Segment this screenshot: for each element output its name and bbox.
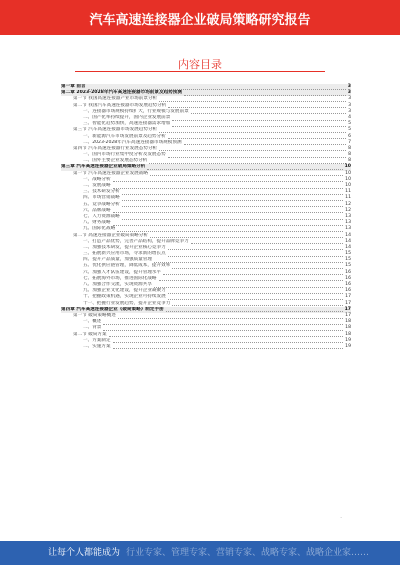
toc-entry-page: 3 [347, 90, 351, 96]
toc-entry-page: 8 [348, 158, 351, 164]
toc-entry-page: 14 [345, 232, 351, 238]
toc-entry-label: 二、发展战略 [83, 183, 111, 188]
toc-entry-page: 10 [345, 176, 351, 182]
toc-entry-label: 十一、把握行业发展趋势，提升企业竞争力 [83, 300, 171, 306]
toc-entry-label: 第二节 破局方案 [73, 331, 107, 337]
toc-entry-label: 八、加强合作交流，实现资源共享 [83, 282, 152, 287]
footer-expert-list: 行业专家、管理专家、营销专家、战略专家、战略企业家…… [126, 548, 370, 558]
toc-entry-label: 六、加强人才队伍建设，提升管理水平 [83, 269, 162, 275]
toc-entry-page: 6 [348, 133, 351, 139]
toc-entry-label: 八、财务战略 [83, 220, 111, 226]
toc-entry-label: 二、2023-2028年汽车高速连接器市场规模预测 [83, 139, 182, 145]
toc-entry-label: 第一节 我国高速连接器产业市场前景分析 [73, 96, 158, 102]
toc-entry-label: 二、加强技术研发，提升企业核心竞争力 [83, 244, 166, 250]
toc-entry-page: 16 [345, 269, 351, 275]
toc-entry-label: 二、实施方案 [83, 343, 111, 349]
toc-entry-page: 16 [345, 288, 351, 294]
toc-entry-label: 一、打造产品优势，完善产品结构，提升品牌竞争力 [83, 238, 189, 244]
toc-entry-label: 四、提升产品质量，加强质量管理 [83, 257, 152, 263]
toc-entry-page: 17 [344, 306, 351, 312]
toc-entry-label: 第三章 汽车高速连接器企业破局策略分析 [61, 164, 146, 170]
toc-entry-label: 十、把握政策机遇，实现企业可持续发展 [83, 294, 166, 300]
toc-entry-page: 4 [348, 114, 351, 120]
toc-entry-label: 第二节 我国汽车高速连接器市场发展趋势分析 [73, 102, 167, 108]
toc-entry-label: 二、背景 [83, 325, 102, 331]
toc-entry-page: 19 [345, 337, 351, 343]
toc-entry[interactable] [61, 344, 351, 350]
toc-entry-label: 二、国产化率持续提升，国内企业发展前景 [83, 114, 171, 120]
toc-entry-page: 19 [345, 343, 351, 349]
toc-entry-label: 七、人力资源战略 [83, 213, 120, 219]
toc-entry-page: 18 [345, 331, 351, 337]
toc-entry-label: 五、优化供应链管理，降低成本，提升效率 [83, 263, 171, 269]
toc-entry-label: 一、概述 [83, 319, 102, 325]
toc-entry-page: 15 [345, 263, 351, 269]
toc-entry-page: 16 [345, 282, 351, 287]
toc-entry-label: 四、市场营销战略 [83, 195, 120, 201]
toc-heading-divider [75, 71, 325, 72]
toc-entry-label: 五、竞争战略分析 [83, 201, 120, 207]
toc-entry-page: 16 [345, 275, 351, 281]
toc-entry-page: 12 [345, 201, 351, 207]
toc-entry-label: 第一节 汽车高速连接器企业发展战略 [73, 170, 148, 176]
toc-entry-label: 一、方案制定 [83, 337, 111, 343]
toc-leader-dots [113, 348, 343, 349]
toc-entry-page: 3 [348, 108, 351, 114]
toc-entry-label: 二、国外主要企业发展态势分析 [83, 158, 148, 164]
toc-entry-page: 14 [345, 238, 351, 244]
toc-entry-page: 11 [345, 189, 351, 195]
toc-entry-page: 5 [348, 127, 351, 133]
toc-entry-label: 一、连接器市场规模持续扩大，行业规模与发展前景 [83, 108, 189, 114]
toc-entry-page: 8 [348, 152, 351, 158]
toc-entry-page: 7 [348, 139, 351, 145]
footer-bar [0, 541, 400, 565]
footer-slogan: 让每个人都能成为 [48, 548, 121, 558]
toc-entry-page: 13 [345, 226, 351, 232]
toc-entry-page: 3 [347, 84, 351, 89]
toc-entry-label: 第三节 汽车高速连接器市场发展趋势分析 [73, 127, 158, 133]
toc-entry-page: 12 [345, 207, 351, 213]
toc-entry-page: 18 [345, 325, 351, 331]
toc-entry-page: 3 [348, 96, 351, 102]
toc-entry-page: 8 [348, 145, 351, 151]
report-title: 汽车高速连接器企业破局策略研究报告 [89, 13, 311, 28]
toc-entry-page: 17 [345, 300, 351, 306]
toc-entry-page: 13 [345, 220, 351, 226]
toc-entry-page: 18 [345, 319, 351, 325]
toc-entry-label: 第一节 破局策略概述 [73, 312, 116, 318]
toc-entry-page: 17 [345, 294, 351, 300]
toc-entry-page: 17 [345, 312, 351, 318]
toc-entry-page: 15 [345, 251, 351, 257]
header-bar [0, 0, 400, 35]
toc-entry-page: 10 [345, 170, 351, 176]
toc-entry-label: 九、国际化战略 [83, 226, 116, 232]
toc-entry-page: 10 [345, 183, 351, 188]
toc-entry-label: 第一章 前言 [61, 84, 86, 89]
toc-entry-page: 10 [344, 164, 351, 170]
toc-entry-label: 一、战略分析 [83, 176, 111, 182]
toc-entry-label: 第二章 2023-2028年汽车高速连接器市场前景及趋势预测 [61, 90, 182, 96]
toc-entry-page: 14 [345, 244, 351, 250]
toc-entry-label: 一、新能源汽车市场发展前景及趋势分析 [83, 133, 166, 139]
toc-entry-label: 一、国内市场行业集中度分析及发展态势 [83, 152, 166, 158]
toc-entry-label: 九、加强企业文化建设，提升企业凝聚力 [83, 288, 166, 294]
toc-entry-page: 11 [345, 195, 351, 201]
toc-entry-label: 七、拓展海外市场，推进国际化战略 [83, 275, 157, 281]
toc-entry-label: 三、智能化趋势加快，高速连接器需求增加 [83, 121, 171, 127]
toc-entry-page: 3 [348, 102, 351, 108]
table-of-contents [61, 84, 351, 350]
toc-entry-label: 六、品牌战略 [83, 207, 111, 213]
toc-heading: 内容目录 [178, 58, 222, 71]
toc-entry-label: 第四节 汽车高速连接器行业发展态势分析 [73, 145, 158, 151]
toc-entry-label: 三、拓展新兴应用市场，寻求新的增长点 [83, 251, 166, 257]
toc-entry-label: 第四章 汽车高速连接器企业《破局策略》制定手册 [61, 306, 164, 312]
toc-entry-page: 13 [345, 213, 351, 219]
toc-entry-label: 三、技术研发分析 [83, 189, 120, 195]
toc-entry-page: 15 [345, 257, 351, 263]
page-mark: · [340, 514, 343, 522]
toc-entry-page: 5 [348, 121, 351, 127]
toc-entry-label: 第二节 高速连接器企业破局策略分析 [73, 232, 148, 238]
